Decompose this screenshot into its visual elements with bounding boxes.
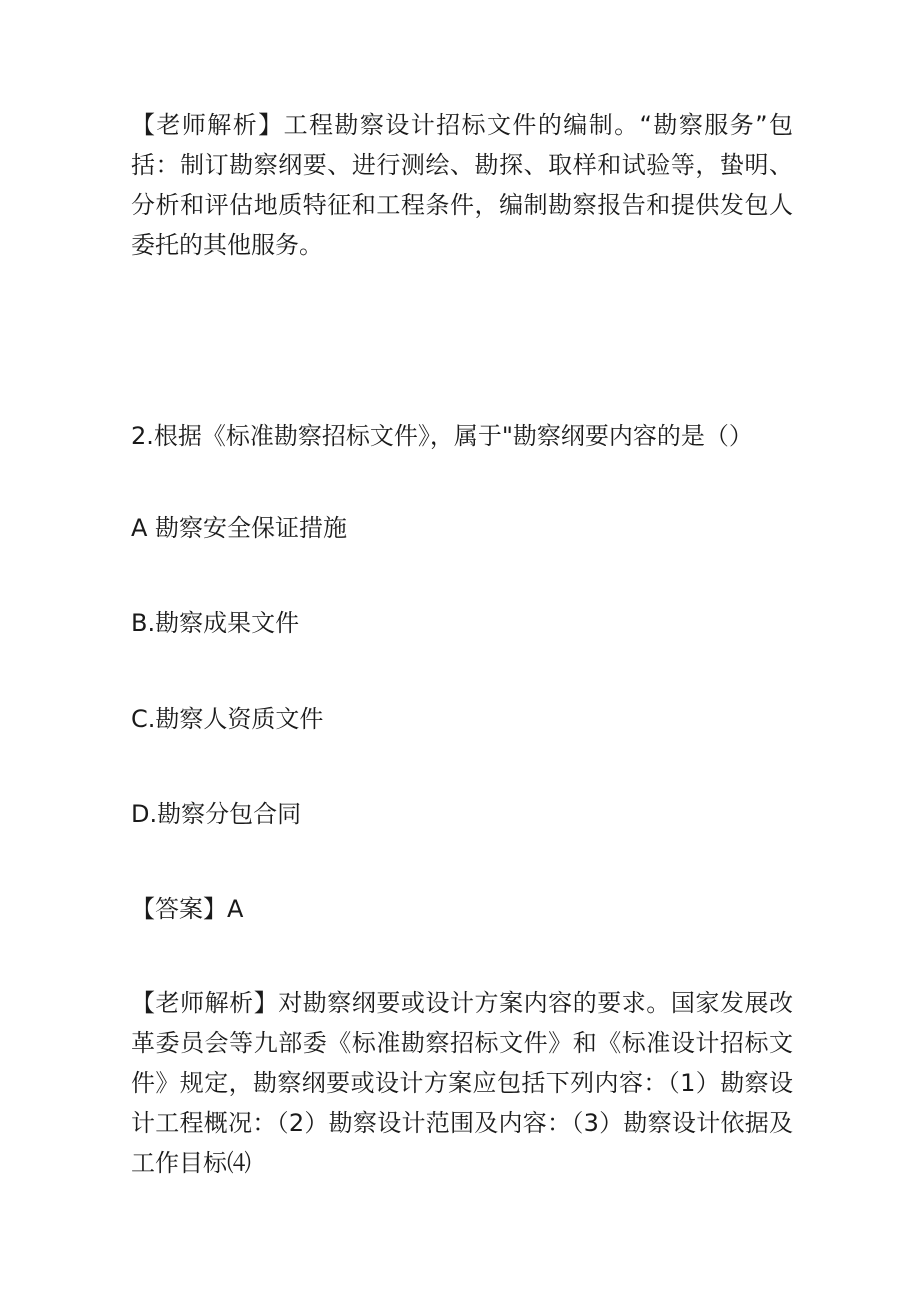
option-c: C.勘察人资质文件	[131, 705, 324, 733]
question-2-stem: 2.根据《标准勘察招标文件》，属于"勘察纲要内容的是（）	[131, 422, 753, 450]
analysis-paragraph-2: 【老师解析】对勘察纲要或设计方案内容的要求。国家发展改革委员会等九部委《标准勘察招标文件》和《标准设计招标文件》规定，勘察纲要或设计方案应包括下列内容：（1）勘察设计工程概况：（2）勘察设计范围及内容：（3）勘察设计依据及工作目标⑷	[131, 989, 793, 1177]
analysis-paragraph-1: 【老师解析】工程勘察设计招标文件的编制。“勘察服务”包括：制订勘察纲要、进行测绘、勘探、取样和试验等，蛰明、分析和评估地质特征和工程条件，编制勘察报告和提供发包人委托的其他服务。	[131, 111, 793, 259]
option-d: D.勘察分包合同	[131, 800, 302, 828]
answer-label: 【答案】A	[131, 895, 244, 923]
option-a: A 勘察安全保证措施	[131, 514, 348, 542]
option-b: B.勘察成果文件	[131, 609, 300, 637]
